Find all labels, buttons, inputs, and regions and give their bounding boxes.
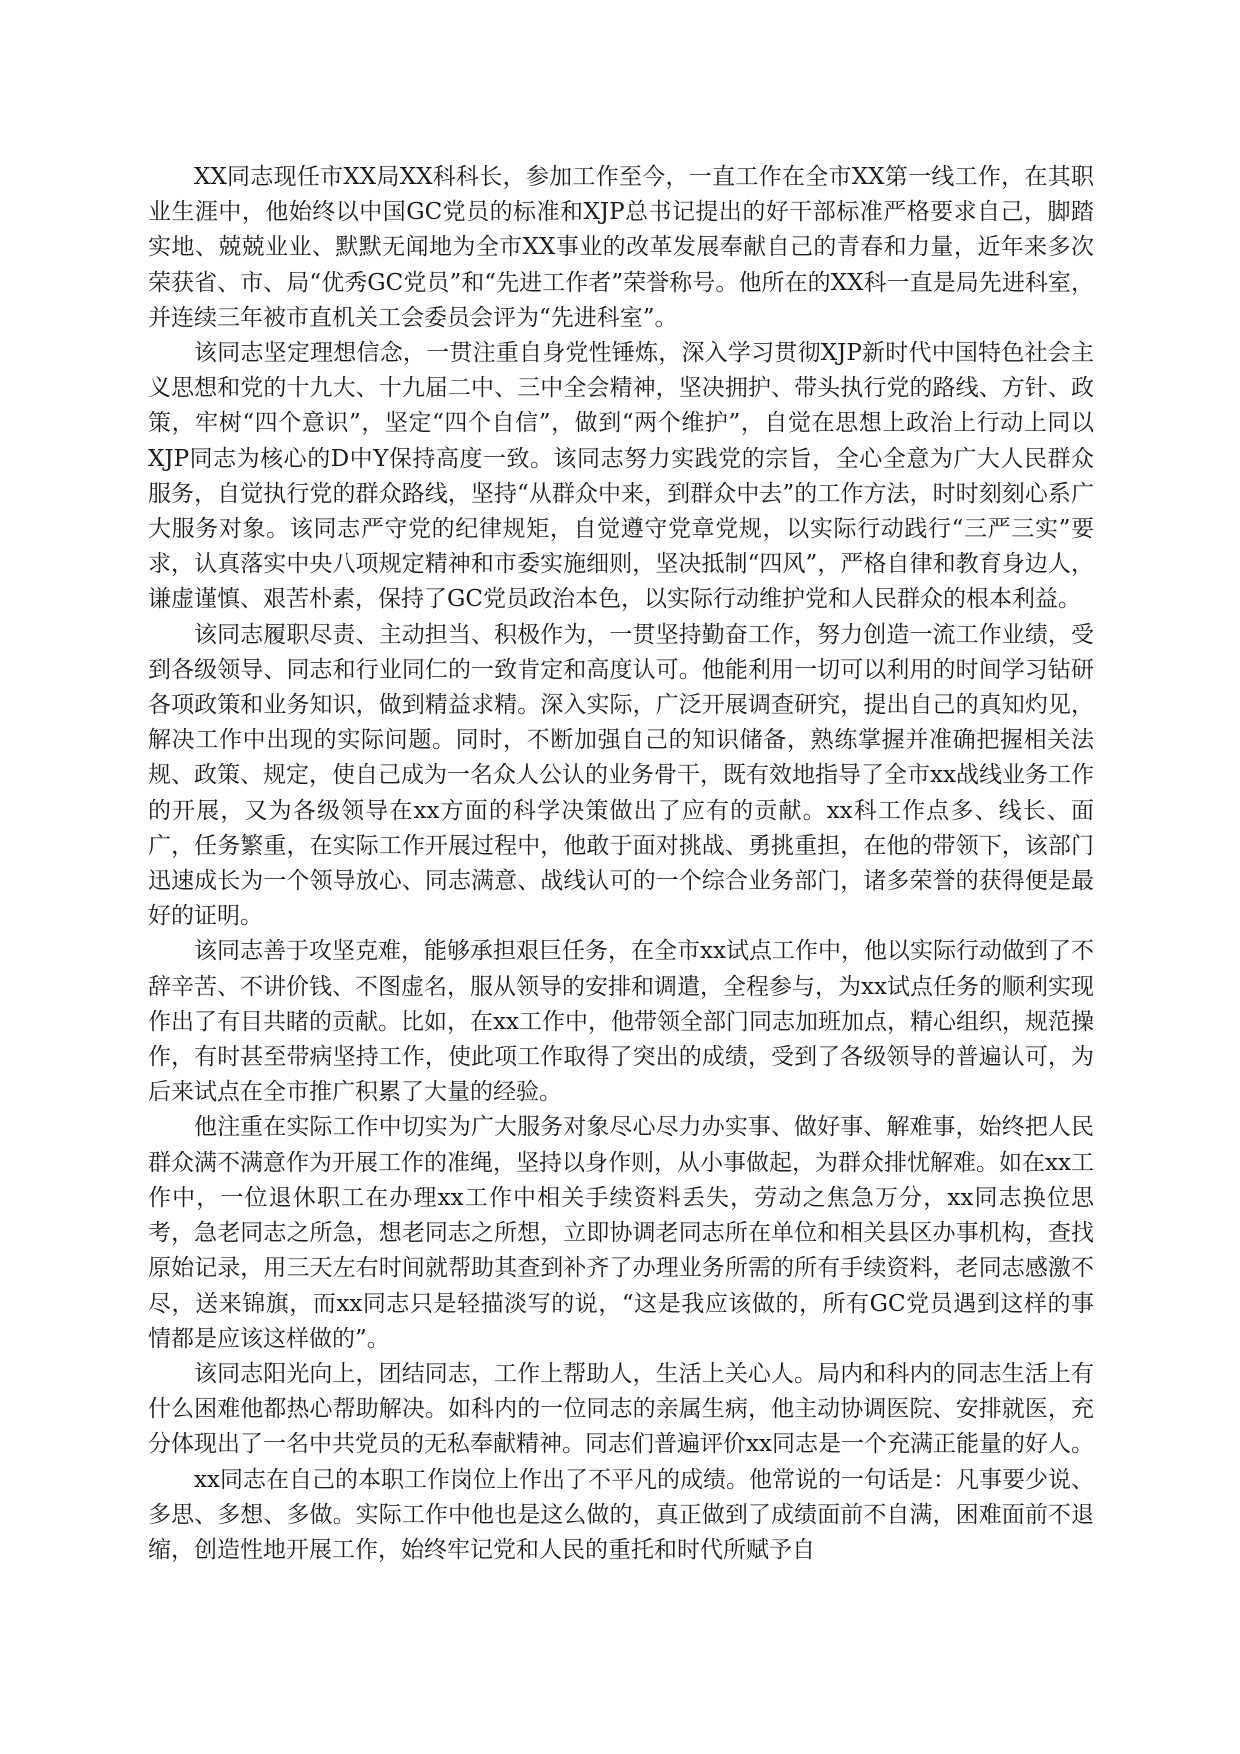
paragraph-6: 该同志阳光向上，团结同志，工作上帮助人，生活上关心人。局内和科内的同志生活上有什么困难他都热心帮助解决。如科内的一位同志的亲属生病，他主动协调医院、安排就医，充分体现出了一名中共党员的无私奉献精神。同志们普遍评价xx同志是一个充满正能量的好人。 <box>148 1360 1094 1458</box>
paragraph-3: 该同志履职尽责、主动担当、积极作为，一贯坚持勤奋工作，努力创造一流工作业绩，受到各级领导、同志和行业同仁的一致肯定和高度认可。他能利用一切可以利用的时间学习钻研各项政策和业务知识，做到精益求精。深入实际，广泛开展调查研究，提出自己的真知灼见，解决工作中出现的实际问题。同时，不断加强自己的知识储备，熟练掌握并准确把握相关法规、政策、规定，使自己成为一名众人公认的业务骨干，既有效地指导了全市xx战线业务工作的开展，又为各级领导在xx方面的科学决策做出了应有的贡献。xx科工作点多、线长、面广，任务繁重，在实际工作开展过程中，他敢于面对挑战、勇挑重担，在他的带领下，该部门迅速成长为一个领导放心、同志满意、战线认可的一个综合业务部门，诸多荣誉的获得便是最好的证明。 <box>148 621 1094 930</box>
paragraph-4: 该同志善于攻坚克难，能够承担艰巨任务，在全市xx试点工作中，他以实际行动做到了不辞辛苦、不讲价钱、不图虚名，服从领导的安排和调遣，全程参与，为xx试点任务的顺利实现作出了有目共睹的贡献。比如，在xx工作中，他带领全部门同志加班加点，精心组织，规范操作，有时甚至带病坚持工作，使此项工作取得了突出的成绩，受到了各级领导的普遍认可，为后来试点在全市推广积累了大量的经验。 <box>148 938 1094 1106</box>
paragraph-1: XX同志现任市XX局XX科科长，参加工作至今，一直工作在全市XX第一线工作，在其职业生涯中，他始终以中国GC党员的标准和XJP总书记提出的好干部标准严格要求自己，脚踏实地、兢兢业业、默默无闻地为全市XX事业的改革发展奉献自己的青春和力量，近年来多次荣获省、市、局“优秀GC党员”和“先进工作者”荣誉称号。他所在的XX科一直是局先进科室，并连续三年被市直机关工会委员会评为“先进科室”。 <box>148 164 1094 331</box>
paragraph-2: 该同志坚定理想信念，一贯注重自身党性锤炼，深入学习贯彻XJP新时代中国特色社会主义思想和党的十九大、十九届二中、三中全会精神，坚决拥护、带头执行党的路线、方针、政策，牢树“四个意识”，坚定“四个自信”，做到“两个维护”，自觉在思想上政治上行动上同以XJP同志为核心的D中Y保持高度一致。该同志努力实践党的宗旨，全心全意为广大人民群众服务，自觉执行党的群众路线，坚持“从群众中来，到群众中去”的工作方法，时时刻刻心系广大服务对象。该同志严守党的纪律规矩，自觉遵守党章党规，以实际行动践行“三严三实”要求，认真落实中央八项规定精神和市委实施细则，坚决抵制“四风”，严格自律和教育身边人，谦虚谨慎、艰苦朴素，保持了GC党员政治本色，以实际行动维护党和人民群众的根本利益。 <box>148 340 1094 613</box>
paragraph-5: 他注重在实际工作中切实为广大服务对象尽心尽力办实事、做好事、解难事，始终把人民群众满不满意作为开展工作的准绳，坚持以身作则，从小事做起，为群众排忧解难。如在xx工作中，一位退休职工在办理xx工作中相关手续资料丢失，劳动之焦急万分，xx同志换位思考，急老同志之所急，想老同志之所想，立即协调老同志所在单位和相关县区办事机构，查找原始记录，用三天左右时间就帮助其查到补齐了办理业务所需的所有手续资料，老同志感激不尽，送来锦旗，而xx同志只是轻描淡写的说，“这是我应该做的，所有GC党员遇到这样的事情都是应该这样做的”。 <box>148 1114 1094 1352</box>
document-body <box>148 160 1094 1568</box>
paragraph-7: xx同志在自己的本职工作岗位上作出了不平凡的成绩。他常说的一句话是：凡事要少说、多思、多想、多做。实际工作中他也是这么做的，真正做到了成绩面前不自满，困难面前不退缩，创造性地开展工作，始终牢记党和人民的重托和时代所赋予自 <box>148 1466 1094 1563</box>
